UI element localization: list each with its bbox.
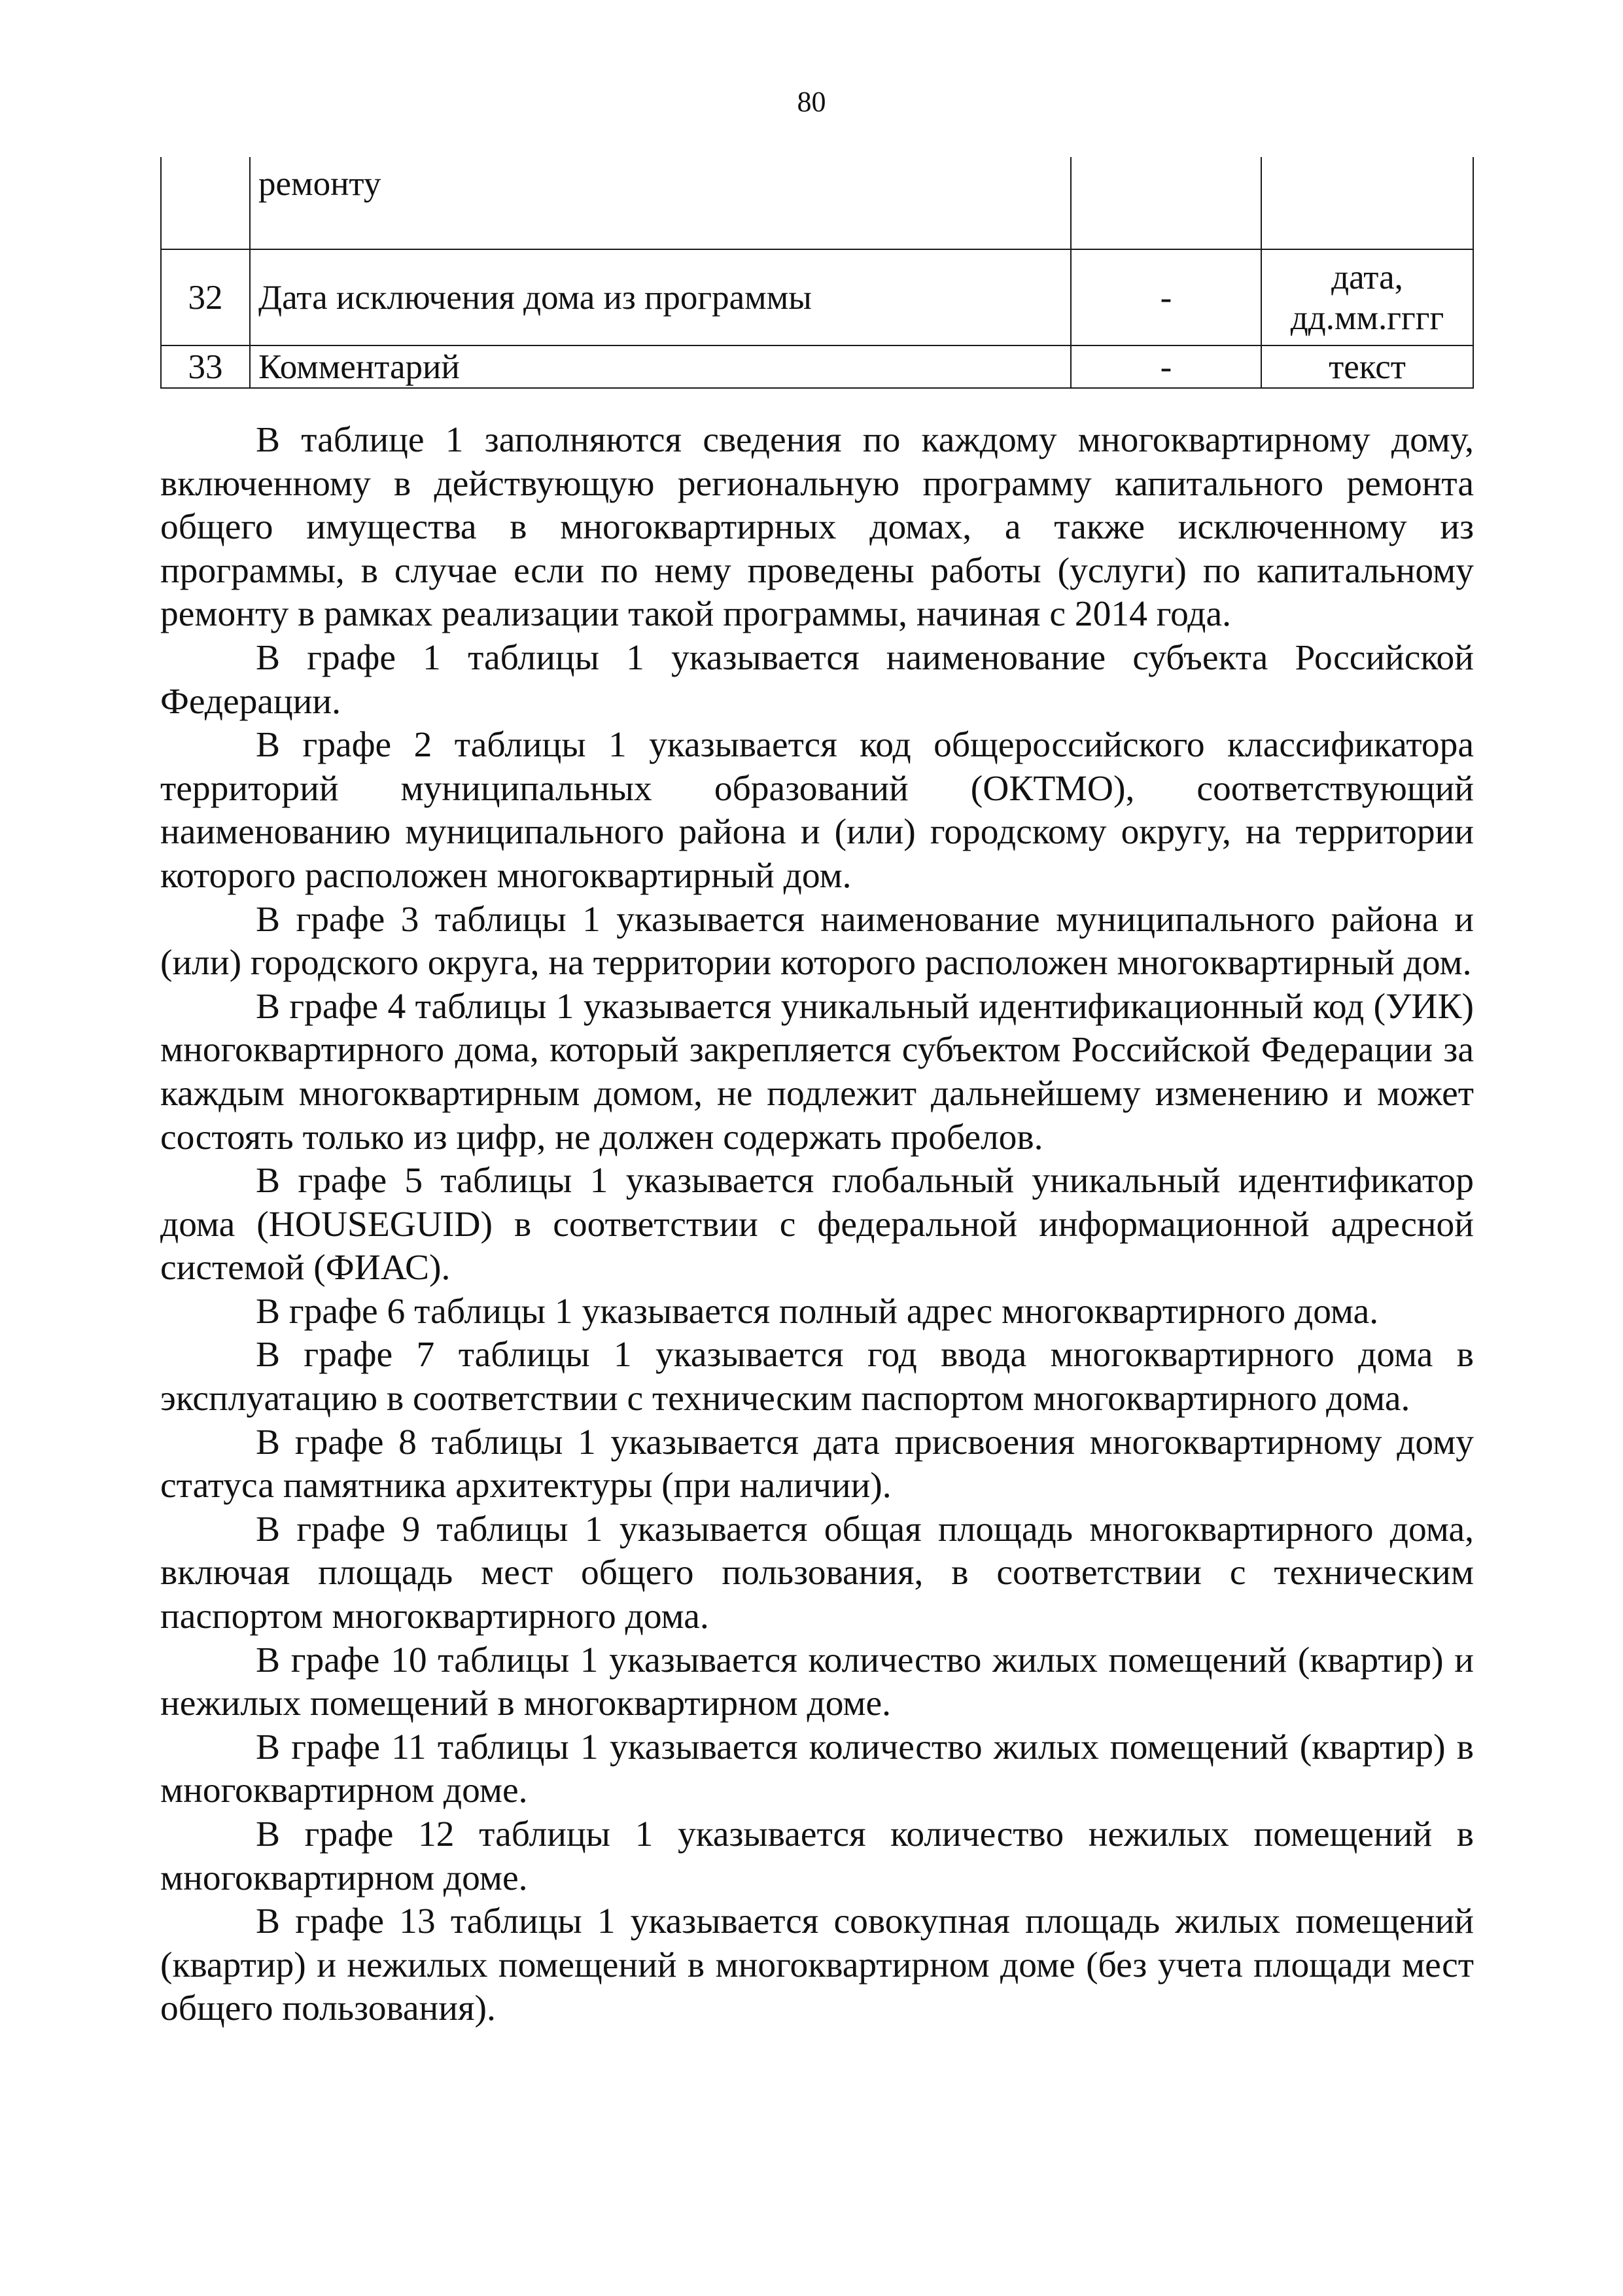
row-name-cell: ремонту bbox=[250, 157, 1071, 249]
paragraph-column-5: В графе 5 таблицы 1 указывается глобальный уникальный идентификатор дома (HOUSEGUID) в соответствии с федеральной информационной адресной системой (ФИАС). bbox=[160, 1161, 1474, 1288]
paragraph-column-3: В графе 3 таблицы 1 указывается наименование муниципального района и (или) городского округа, на территории которого расположен многоквартирный дом. bbox=[160, 899, 1474, 983]
row-number-cell: 32 bbox=[161, 249, 250, 345]
paragraph-column-2: В графе 2 таблицы 1 указывается код общероссийского классификатора территорий муниципальных образований (ОКТМО), соответствующий наименованию муниципального района и (или) городскому округу, на территории которого расположен многоквартирный дом. bbox=[160, 725, 1474, 896]
table-row-33 bbox=[161, 345, 1473, 388]
attributes-table bbox=[160, 157, 1474, 389]
body-text bbox=[160, 419, 1474, 2031]
row-unit-cell bbox=[1071, 157, 1261, 249]
row-unit-cell: - bbox=[1071, 345, 1261, 388]
paragraph-column-7: В графе 7 таблицы 1 указывается год ввода многоквартирного дома в эксплуатацию в соответствии с техническим паспортом многоквартирного дома. bbox=[160, 1335, 1474, 1419]
row-type-line-1: дата, bbox=[1331, 258, 1403, 296]
paragraph-column-10: В графе 10 таблицы 1 указывается количество жилых помещений (квартир) и нежилых помещений в многоквартирном доме. bbox=[160, 1640, 1474, 1724]
row-type-cell bbox=[1261, 157, 1473, 249]
row-number-cell bbox=[161, 157, 250, 249]
page-number: 80 bbox=[797, 86, 826, 118]
row-name-cell: Комментарий bbox=[250, 345, 1071, 388]
paragraph-column-6: В графе 6 таблицы 1 указывается полный адрес многоквартирного дома. bbox=[256, 1291, 1379, 1332]
row-type-line-2: дд.мм.гггг bbox=[1290, 298, 1444, 337]
paragraph-column-13: В графе 13 таблицы 1 указывается совокупная площадь жилых помещений (квартир) и нежилых помещений в многоквартирном доме (без учета площади мест общего пользования). bbox=[160, 1901, 1474, 2029]
row-number-cell: 33 bbox=[161, 345, 250, 388]
row-type-cell: текст bbox=[1261, 345, 1473, 388]
table-row-continuation bbox=[161, 157, 1473, 249]
paragraph-column-8: В графе 8 таблицы 1 указывается дата присвоения многоквартирному дому статуса памятника архитектуры (при наличии). bbox=[160, 1422, 1474, 1506]
paragraph-column-9: В графе 9 таблицы 1 указывается общая площадь многоквартирного дома, включая площадь мест общего пользования, в соответствии с техническим паспортом многоквартирного дома. bbox=[160, 1509, 1474, 1637]
paragraph-column-12: В графе 12 таблицы 1 указывается количество нежилых помещений в многоквартирном доме. bbox=[160, 1814, 1474, 1898]
row-type-cell bbox=[1261, 249, 1473, 345]
paragraph-column-11: В графе 11 таблицы 1 указывается количество жилых помещений (квартир) в многоквартирном доме. bbox=[160, 1727, 1474, 1811]
paragraph-column-4: В графе 4 таблицы 1 указывается уникальный идентификационный код (УИК) многоквартирного дома, который закрепляется субъектом Российской Федерации за каждым многоквартирным домом, не подлежит дальнейшему изменению и может состоять только из цифр, не должен содержать пробелов. bbox=[160, 986, 1474, 1157]
table-row-32 bbox=[161, 249, 1473, 345]
row-unit-cell: - bbox=[1071, 249, 1261, 345]
row-name-cell: Дата исключения дома из программы bbox=[250, 249, 1071, 345]
paragraph-table-scope: В таблице 1 заполняются сведения по каждому многоквартирному дому, включенному в действующую региональную программу капитального ремонта общего имущества в многоквартирных домах, а также исключенному из программы, в случае если по нему проведены работы (услуги) по капитальному ремонту в рамках реализации такой программы, начиная с 2014 года. bbox=[160, 420, 1474, 635]
paragraph-column-1: В графе 1 таблицы 1 указывается наименование субъекта Российской Федерации. bbox=[160, 637, 1474, 722]
